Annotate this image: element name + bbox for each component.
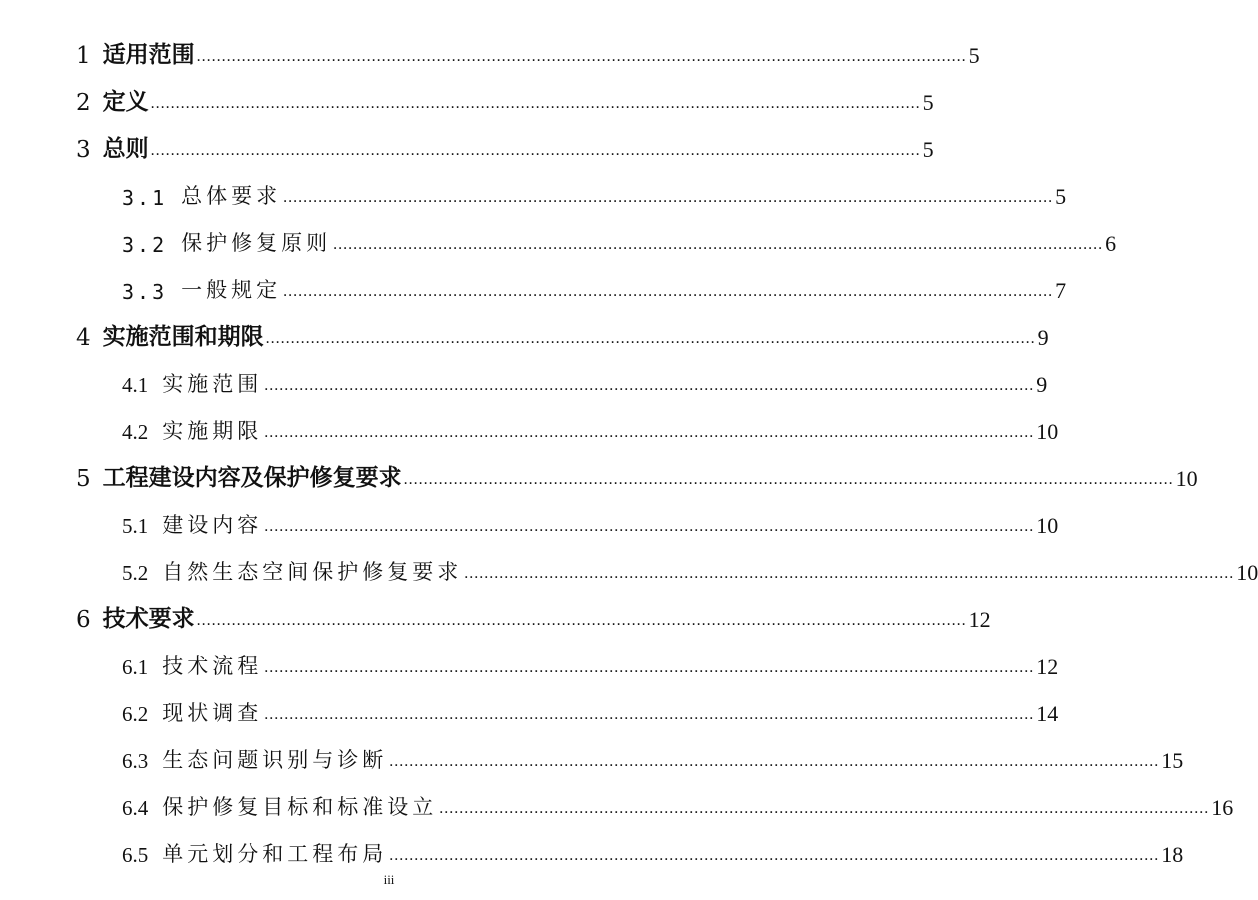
toc-entry-title: 实施范围和期限: [102, 324, 264, 350]
toc-entry-number: 2: [76, 90, 91, 116]
toc-subentry[interactable]: [0, 633, 1059, 680]
toc-entry-page: 5: [922, 90, 934, 115]
toc-entry-title: 技术要求: [102, 606, 195, 632]
toc-entry-page: 10: [1036, 419, 1059, 444]
toc-entry-number: 6.3: [122, 749, 149, 773]
toc-entry-number: 6.5: [122, 843, 149, 867]
toc-subentry[interactable]: [0, 821, 1184, 868]
toc-leader-dots: ..........................................................................................................................................................: [439, 800, 1210, 817]
toc-entry-page: 12: [968, 607, 991, 632]
toc-entry-title: 适用范围: [102, 42, 195, 68]
toc-subentry[interactable]: [0, 210, 1117, 257]
toc-entry[interactable]: [0, 304, 1049, 351]
toc-entry-page: 5: [968, 43, 980, 68]
toc-entry-page: 12: [1036, 654, 1059, 679]
toc-entry-title: 技术流程: [162, 654, 263, 678]
toc-entry-title: 定义: [102, 89, 149, 115]
toc-entry-page: 10: [1036, 513, 1059, 538]
toc-subentry[interactable]: [0, 492, 1059, 539]
toc-entry-title: 工程建设内容及保护修复要求: [102, 465, 402, 491]
toc-entry-title: 保护修复原则: [181, 231, 332, 255]
toc-entry-number: 5: [76, 466, 91, 492]
toc-entry-page: 7: [1055, 278, 1067, 303]
toc-entry-title: 总体要求: [181, 184, 282, 208]
toc-entry-page: 14: [1036, 701, 1059, 726]
toc-subentry[interactable]: [0, 727, 1184, 774]
toc-entry-title: 现状调查: [162, 701, 263, 725]
toc-subentry[interactable]: [0, 163, 1067, 210]
toc-entry-title: 一般规定: [181, 278, 282, 302]
toc-entry-page: 9: [1037, 325, 1049, 350]
toc-entry-page: 16: [1211, 795, 1234, 820]
toc-subentry[interactable]: [0, 680, 1059, 727]
toc-entry-number: 5.2: [122, 561, 149, 585]
toc-leader-dots: ..........................................................................................................................................................: [196, 48, 967, 65]
toc-entry-title: 实施范围: [162, 372, 263, 396]
toc-entry-number: 4.2: [122, 420, 149, 444]
toc-entry-number: 3.2: [122, 233, 168, 257]
toc-entry-number: 3.3: [122, 280, 168, 304]
toc-entry-title: 单元划分和工程布局: [162, 842, 388, 866]
toc-entry-number: 6.2: [122, 702, 149, 726]
toc-entry[interactable]: [0, 445, 1198, 492]
toc-subentry[interactable]: [0, 539, 1258, 586]
toc-subentry[interactable]: [0, 257, 1067, 304]
toc-leader-dots: ..........................................................................................................................................................: [389, 753, 1160, 770]
toc-subentry[interactable]: [0, 351, 1048, 398]
toc-entry[interactable]: [0, 586, 991, 633]
toc-leader-dots: ..........................................................................................................................................................: [389, 847, 1160, 864]
toc-entry[interactable]: [0, 69, 934, 116]
toc-entry-number: 3: [76, 137, 91, 163]
toc-leader-dots: ..........................................................................................................................................................: [265, 330, 1036, 347]
toc-entry-title: 实施期限: [162, 419, 263, 443]
toc-entry-page: 9: [1036, 372, 1048, 397]
toc-entry-title: 自然生态空间保护修复要求: [162, 560, 463, 584]
toc-leader-dots: ..........................................................................................................................................................: [150, 142, 921, 159]
toc-leader-dots: ..........................................................................................................................................................: [264, 659, 1035, 676]
toc-entry-page: 15: [1161, 748, 1184, 773]
toc-entry-number: 4.1: [122, 373, 149, 397]
toc-leader-dots: ..........................................................................................................................................................: [264, 377, 1035, 394]
toc-entry-number: 6.4: [122, 796, 149, 820]
page-footer-number: iii: [383, 872, 395, 887]
toc-leader-dots: ..........................................................................................................................................................: [264, 706, 1035, 723]
toc-subentry[interactable]: [0, 398, 1059, 445]
toc-leader-dots: ..........................................................................................................................................................: [403, 471, 1174, 488]
toc-entry-page: 5: [1055, 184, 1067, 209]
toc-entry-number: 6.1: [122, 655, 149, 679]
toc-entry-page: 10: [1236, 560, 1258, 585]
toc-entry-page: 10: [1175, 466, 1198, 491]
toc-leader-dots: ..........................................................................................................................................................: [264, 518, 1035, 535]
toc-leader-dots: ..........................................................................................................................................................: [150, 95, 921, 112]
toc-entry-page: 5: [922, 137, 934, 162]
toc-entry-number: 4: [76, 325, 91, 351]
toc-entry-title: 保护修复目标和标准设立: [162, 795, 438, 819]
toc-subentry[interactable]: [0, 774, 1234, 821]
toc-entry-page: 6: [1105, 231, 1117, 256]
toc-entry[interactable]: [0, 22, 980, 69]
toc-entry-title: 生态问题识别与诊断: [162, 748, 388, 772]
toc-entry-title: 建设内容: [162, 513, 263, 537]
toc-entry-title: 总则: [102, 136, 149, 162]
toc-leader-dots: ..........................................................................................................................................................: [333, 236, 1104, 253]
toc-entry-number: 6: [76, 607, 91, 633]
toc-leader-dots: ..........................................................................................................................................................: [196, 612, 967, 629]
toc-entry-number: 1: [76, 43, 91, 69]
toc-entry-number: 3.1: [122, 186, 168, 210]
toc-entry-page: 18: [1161, 842, 1184, 867]
toc-entry-number: 5.1: [122, 514, 149, 538]
toc-leader-dots: ..........................................................................................................................................................: [283, 189, 1054, 206]
toc-leader-dots: ..........................................................................................................................................................: [464, 565, 1235, 582]
toc-leader-dots: ..........................................................................................................................................................: [283, 283, 1054, 300]
table-of-contents: [0, 22, 1258, 868]
toc-leader-dots: ..........................................................................................................................................................: [264, 424, 1035, 441]
toc-entry[interactable]: [0, 116, 934, 163]
